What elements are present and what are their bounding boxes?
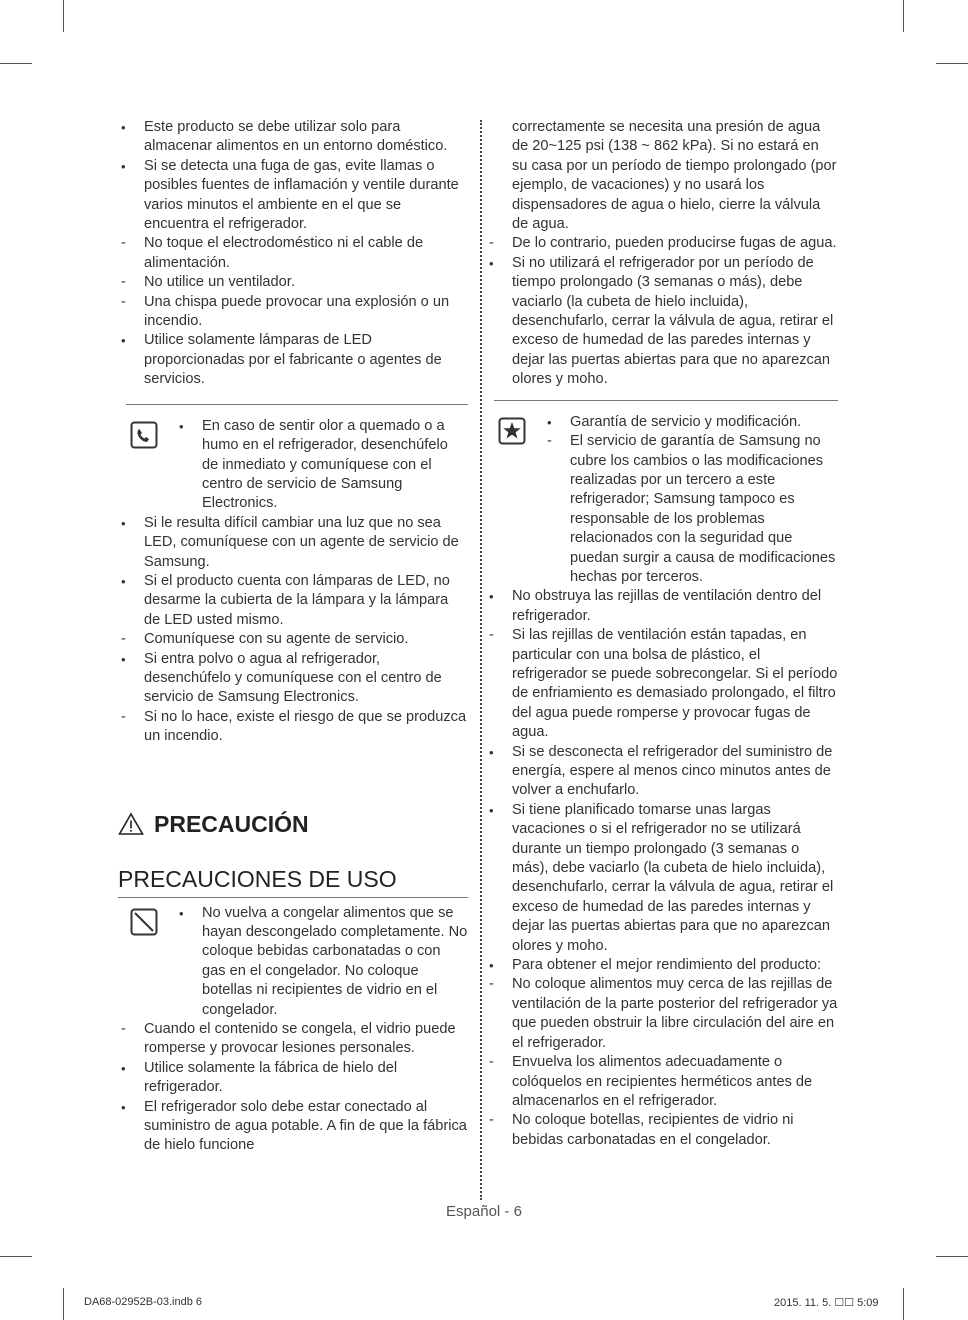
bullet-marker: • — [489, 255, 494, 271]
star-icon — [498, 417, 526, 445]
crop-mark — [936, 63, 968, 64]
crop-mark — [0, 1256, 32, 1257]
dash-item — [118, 1020, 468, 1059]
dash-marker: - — [121, 708, 126, 725]
phone-icon — [130, 421, 158, 449]
file-slug: DA68-02952B-03.indb 6 — [84, 1296, 203, 1308]
bullet-item — [176, 904, 468, 1020]
note-box — [118, 904, 468, 1020]
item-text: No coloque botellas, recipientes de vidrio ni bebidas carbonatadas en el congelador. — [512, 1112, 794, 1148]
item-text: Si el producto cuenta con lámparas de LED, no desarme la cubierta de la lámpara y la lámpara de LED usted mismo. — [144, 572, 450, 628]
prohibited-icon — [130, 908, 158, 936]
item-text: correctamente se necesita una presión de agua de 20~125 psi (138 ~ 862 kPa). Si no estará en su casa por un período de tiempo prolongado (por ejemplo, de vacaciones) y no usará los dispensadores de agua o hielo, cierre la válvula de agua. — [512, 119, 837, 233]
crop-mark — [63, 0, 64, 32]
safety-list — [118, 1020, 468, 1156]
bullet-item — [544, 413, 838, 432]
dash-item — [118, 630, 468, 649]
bullet-marker: • — [121, 515, 126, 531]
bullet-marker: • — [121, 1099, 126, 1115]
bullet-marker: • — [547, 414, 552, 430]
bullet-item — [118, 1059, 468, 1098]
column-divider — [480, 120, 482, 1200]
item-text: De lo contrario, pueden producirse fugas de agua. — [512, 235, 837, 252]
item-text: Si entra polvo o agua al refrigerador, desenchúfelo y comuníquese con el centro de servicio de Samsung Electronics. — [144, 650, 442, 706]
bullet-item — [486, 801, 838, 956]
caution-heading — [118, 811, 468, 838]
bullet-marker: • — [121, 120, 126, 135]
item-text: Si no utilizará el refrigerador por un período de tiempo prolongado (3 semanas o más), debe vaciarlo (la cubeta de hielo incluida), desenchufarlo, cerrar la válvula de agua, retirar el exceso de humedad de las paredes internas y dejar las puertas abiertas para que no aparezcan olores y moho. — [512, 254, 834, 388]
section-rule — [126, 404, 468, 405]
item-text: El servicio de garantía de Samsung no cubre los cambios o las modificaciones realizadas por un tercero a este refrigerador; Samsung tampoco es responsable de los problemas relacionados con la seguridad que puedan surgir a causa de modificaciones hechas por terceros. — [570, 433, 836, 585]
item-text: Una chispa puede provocar una explosión o un incendio. — [144, 293, 450, 330]
item-text: Si no lo hace, existe el riesgo de que se produzca un incendio. — [144, 708, 467, 745]
bullet-item — [118, 1098, 468, 1156]
paragraph — [486, 118, 838, 234]
bullet-marker: • — [121, 651, 126, 667]
bullet-marker: • — [489, 744, 494, 760]
dash-item — [118, 293, 468, 332]
safety-list — [118, 118, 468, 390]
section-title: PRECAUCIONES DE USO — [118, 866, 468, 898]
bullet-item — [486, 587, 838, 626]
dash-item — [118, 273, 468, 292]
bullet-item — [118, 650, 468, 708]
item-text: Si le resulta difícil cambiar una luz que no sea LED, comuníquese con un agente de servicio de Samsung. — [144, 514, 459, 570]
bullet-marker: • — [489, 958, 494, 974]
dash-marker: - — [489, 1112, 494, 1129]
print-timestamp: 2015. 11. 5. ☐☐ 5:09 — [774, 1297, 879, 1309]
item-text: El refrigerador solo debe estar conectado al suministro de agua potable. A fin de que la fábrica de hielo funcione — [144, 1098, 467, 1154]
dash-marker: - — [489, 1054, 494, 1071]
bullet-item — [118, 572, 468, 630]
dash-marker: - — [489, 235, 494, 252]
bullet-marker: • — [179, 905, 184, 921]
note-box — [486, 413, 838, 588]
dash-item — [486, 975, 838, 1053]
bullet-item — [486, 743, 838, 801]
item-text: Envuelva los alimentos adecuadamente o colóquelos en recipientes herméticos antes de almacenarlos en el refrigerador. — [512, 1054, 813, 1109]
bullet-item — [118, 514, 468, 572]
item-text: Comuníquese con su agente de servicio. — [144, 631, 409, 648]
note-list — [544, 413, 838, 588]
item-text: No vuelva a congelar alimentos que se hayan descongelado completamente. No coloque bebidas carbonatadas o con gas en el congelador. No coloque botellas ni recipientes de vidrio en el congelador. — [202, 904, 468, 1018]
dash-marker: - — [121, 631, 126, 648]
item-text: Para obtener el mejor rendimiento del producto: — [512, 957, 822, 974]
safety-list — [486, 587, 838, 1150]
item-text: No toque el electrodoméstico ni el cable de alimentación. — [144, 235, 424, 271]
bullet-item — [118, 157, 468, 235]
item-text: Si se desconecta el refrigerador del suministro de energía, espere al menos cinco minutos antes de volver a enchufarlo. — [512, 743, 833, 799]
bullet-marker: • — [179, 418, 184, 434]
warning-icon — [118, 812, 144, 836]
bullet-item — [176, 417, 468, 514]
note-box — [118, 417, 468, 514]
bullet-item — [118, 331, 468, 389]
item-text: Este producto se debe utilizar solo para almacenar alimentos en un entorno doméstico. — [144, 119, 448, 155]
dash-item — [486, 1053, 838, 1111]
bullet-marker: • — [121, 333, 126, 349]
bullet-item — [486, 956, 838, 975]
item-text: No obstruya las rejillas de ventilación dentro del refrigerador. — [512, 588, 822, 624]
left-column — [118, 118, 468, 1156]
bullet-item — [486, 254, 838, 390]
dash-item — [486, 234, 838, 253]
dash-item — [544, 432, 838, 587]
item-text: No coloque alimentos muy cerca de las rejillas de ventilación de la parte posterior del refrigerador ya que pueden obstruir la libre circulación del aire en el refrigerador. — [512, 976, 838, 1051]
dash-marker: - — [121, 1021, 126, 1038]
item-text: Si tiene planificado tomarse unas largas vacaciones o si el refrigerador no se utilizará durante un tiempo prolongado (3 semanas o más), debe vaciarlo (la cubeta de hielo incluida), desenchufarlo, cerrar la válvula de agua, retirar el exceso de humedad de las paredes internas y dejar las puertas abiertas para que no aparezcan olores y moho. — [512, 801, 834, 954]
dash-item — [486, 626, 838, 742]
bullet-item — [118, 118, 468, 157]
item-text: Si se detecta una fuga de gas, evite llamas o posibles fuentes de inflamación y ventile durante varios minutos el ambiente en el que se encuentra el refrigerador. — [144, 157, 459, 233]
bullet-marker: • — [489, 802, 494, 818]
note-list — [176, 417, 468, 514]
right-column — [486, 118, 838, 1150]
dash-marker: - — [489, 627, 494, 644]
page-number: Español - 6 — [446, 1203, 522, 1220]
bullet-marker: • — [121, 573, 126, 589]
item-text: Cuando el contenido se congela, el vidrio puede romperse y provocar lesiones personales. — [144, 1021, 456, 1057]
caution-title: PRECAUCIÓN — [154, 810, 309, 837]
bullet-marker: • — [121, 1060, 126, 1076]
crop-mark — [903, 0, 904, 32]
bullet-marker: • — [489, 589, 494, 605]
item-text: No utilice un ventilador. — [144, 274, 295, 291]
item-text: Garantía de servicio y modificación. — [570, 413, 802, 430]
safety-list — [486, 118, 838, 390]
crop-mark — [0, 63, 32, 64]
crop-mark — [936, 1256, 968, 1257]
bullet-marker: • — [121, 158, 126, 174]
dash-item — [118, 234, 468, 273]
dash-item — [486, 1111, 838, 1150]
item-text: Utilice solamente lámparas de LED proporcionadas por el fabricante o agentes de servicios. — [144, 332, 442, 388]
dash-marker: - — [547, 433, 552, 450]
item-text: Si las rejillas de ventilación están tapadas, en particular con una bolsa de plástico, el refrigerador se puede sobrecongelar. Si el período de enfriamiento es demasiado prolongado, el filtro del agua puede romperse y provocar fugas de agua. — [512, 627, 838, 741]
section-rule — [494, 400, 838, 401]
crop-mark — [63, 1288, 64, 1320]
dash-marker: - — [121, 235, 126, 252]
dash-marker: - — [121, 293, 126, 310]
dash-marker: - — [489, 976, 494, 993]
item-text: En caso de sentir olor a quemado o a humo en el refrigerador, desenchúfelo de inmediato y comuníquese con el centro de servicio de Samsung Electronics. — [202, 417, 448, 512]
note-list — [176, 904, 468, 1020]
dash-item — [118, 708, 468, 747]
safety-list — [118, 514, 468, 747]
crop-mark — [903, 1288, 904, 1320]
item-text: Utilice solamente la fábrica de hielo del refrigerador. — [144, 1059, 398, 1096]
dash-marker: - — [121, 274, 126, 291]
